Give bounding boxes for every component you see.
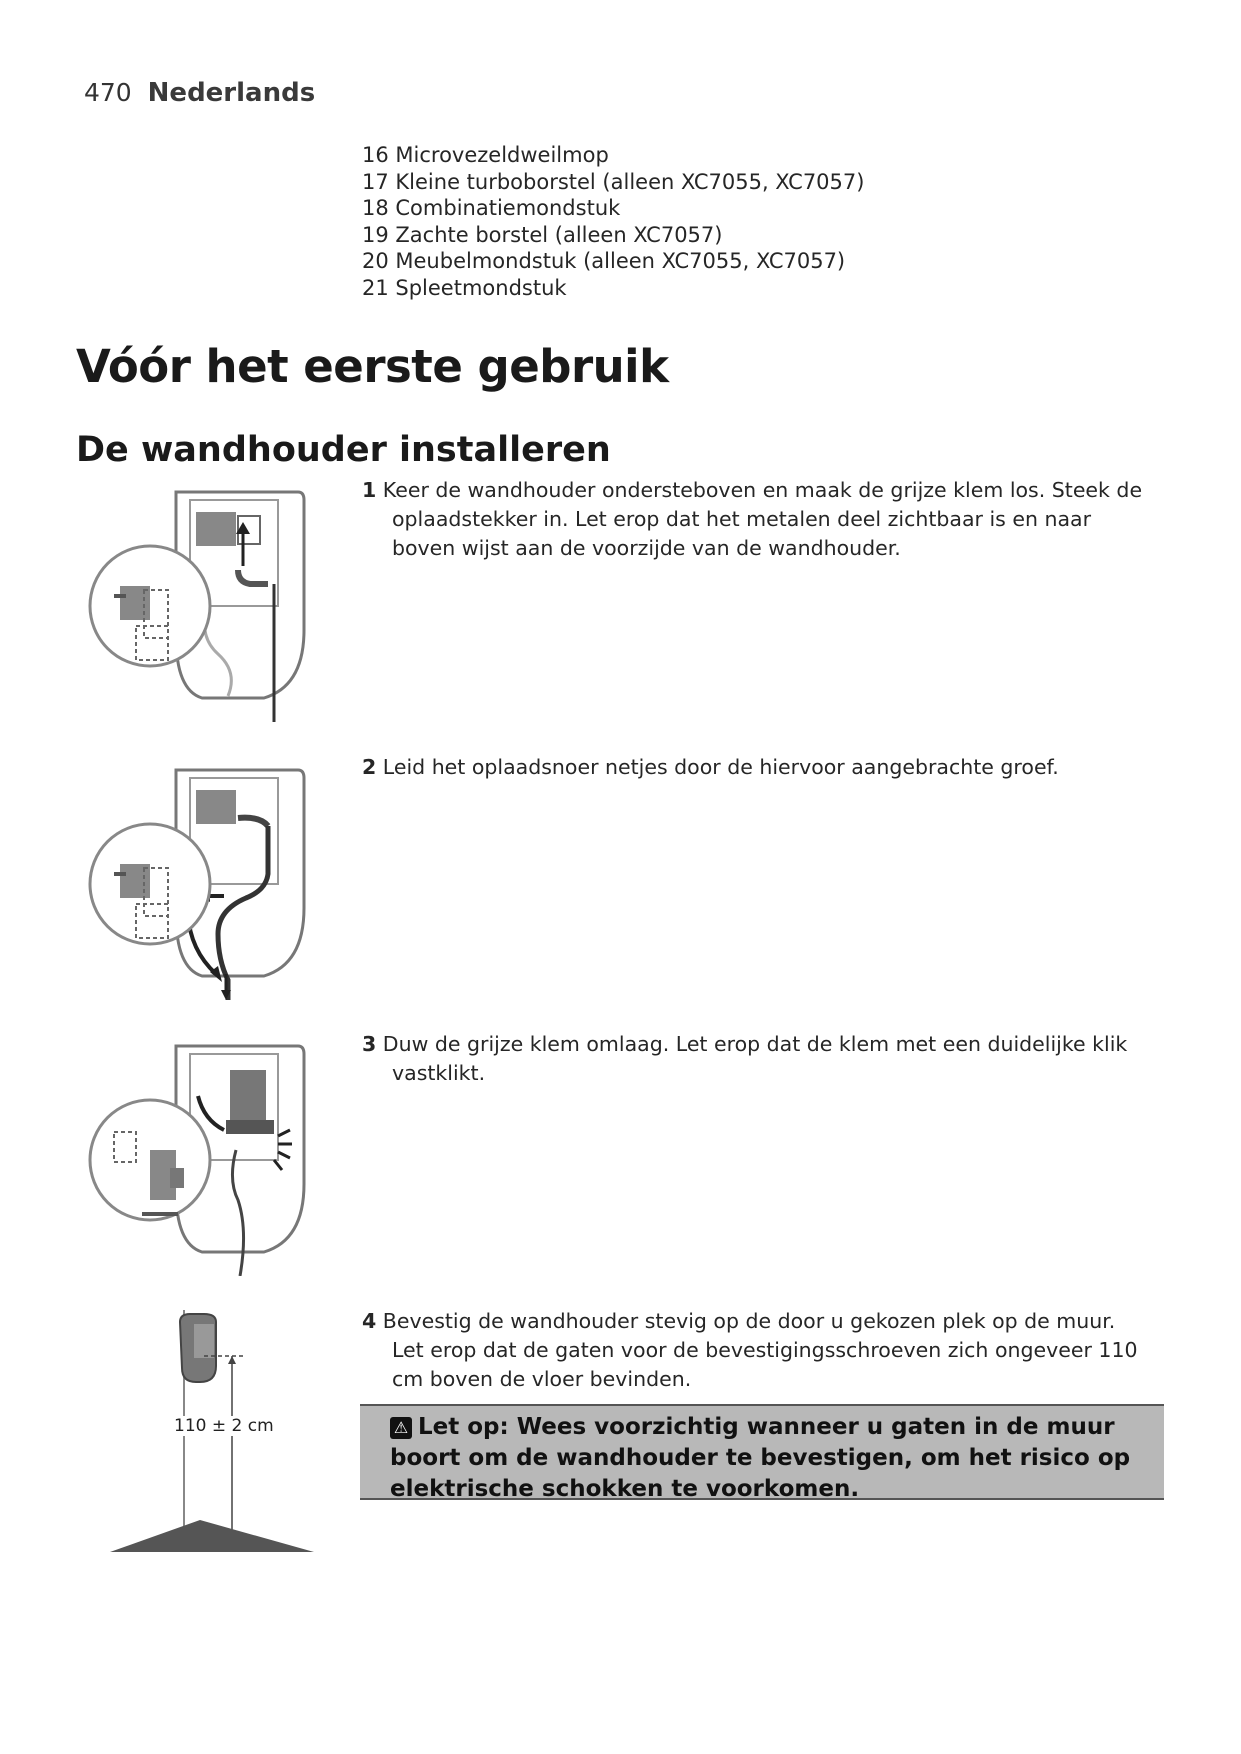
step-1 bbox=[362, 476, 1152, 563]
parts-list-item: 19 Zachte borstel (alleen XC7057) bbox=[362, 222, 723, 247]
section-title: Vóór het eerste gebruik bbox=[76, 340, 669, 393]
parts-list-item: 16 Microvezeldweilmop bbox=[362, 143, 609, 167]
arrow-curve-icon bbox=[198, 1096, 224, 1130]
step-number: 3 bbox=[362, 1032, 377, 1056]
step-number: 4 bbox=[362, 1309, 377, 1333]
step-text: Duw de grijze klem omlaag. Let erop dat de klem met een duidelijke klik vastklikt. bbox=[382, 1032, 1128, 1085]
charging-cord bbox=[218, 826, 268, 1000]
step-text: Leid het oplaadsnoer netjes door de hiervoor aangebrachte groef. bbox=[382, 755, 1059, 779]
page-header bbox=[84, 78, 315, 108]
page-number: 470 bbox=[84, 78, 132, 107]
parts-list-item: 18 Combinatiemondstuk bbox=[362, 196, 621, 220]
click-lines-icon bbox=[274, 1130, 292, 1170]
parts-list-item: 20 Meubelmondstuk (alleen XC7055, XC7057) bbox=[362, 249, 846, 273]
figure-step-2 bbox=[78, 764, 388, 1000]
floor-shape bbox=[110, 1520, 314, 1552]
warning-text: Let op: Wees voorzichtig wanneer u gaten in de muur boort om de wandhouder te bevestigen, om het risico op elektrische schokken te voorkomen. bbox=[390, 1414, 1131, 1502]
step-3 bbox=[362, 1030, 1152, 1088]
figure-step-1 bbox=[78, 486, 388, 722]
parts-list-item: 17 Kleine turboborstel (alleen XC7055, XC7057) bbox=[362, 169, 865, 194]
clip-shape bbox=[196, 512, 236, 546]
step-2 bbox=[362, 753, 1152, 782]
clip-shape bbox=[230, 1070, 266, 1122]
step-text: Keer de wandhouder ondersteboven en maak de grijze klem los. Steek de oplaadstekker in. Let erop dat het metalen deel zichtbaar is en naar boven wijst aan de voorzijde van de wandhouder. bbox=[382, 478, 1143, 560]
step-text: Bevestig de wandhouder stevig op de door u gekozen plek op de muur. Let erop dat de gaten voor de bevestigingsschroeven zich ongeveer 110 cm boven de vloer bevinden. bbox=[382, 1309, 1138, 1391]
figure-step-3 bbox=[78, 1040, 388, 1276]
step-4 bbox=[362, 1307, 1152, 1394]
charging-cord bbox=[232, 1150, 243, 1276]
warning-box bbox=[360, 1404, 1164, 1500]
warning-triangle-icon: ⚠ bbox=[390, 1417, 412, 1439]
step-number: 2 bbox=[362, 755, 377, 779]
subsection-title: De wandhouder installeren bbox=[76, 430, 611, 470]
step-number: 1 bbox=[362, 478, 377, 502]
parts-list bbox=[362, 142, 864, 301]
height-dimension-label: 110 ± 2 cm bbox=[174, 1416, 274, 1436]
parts-list-item: 21 Spleetmondstuk bbox=[362, 275, 567, 300]
page-language: Nederlands bbox=[147, 78, 316, 108]
